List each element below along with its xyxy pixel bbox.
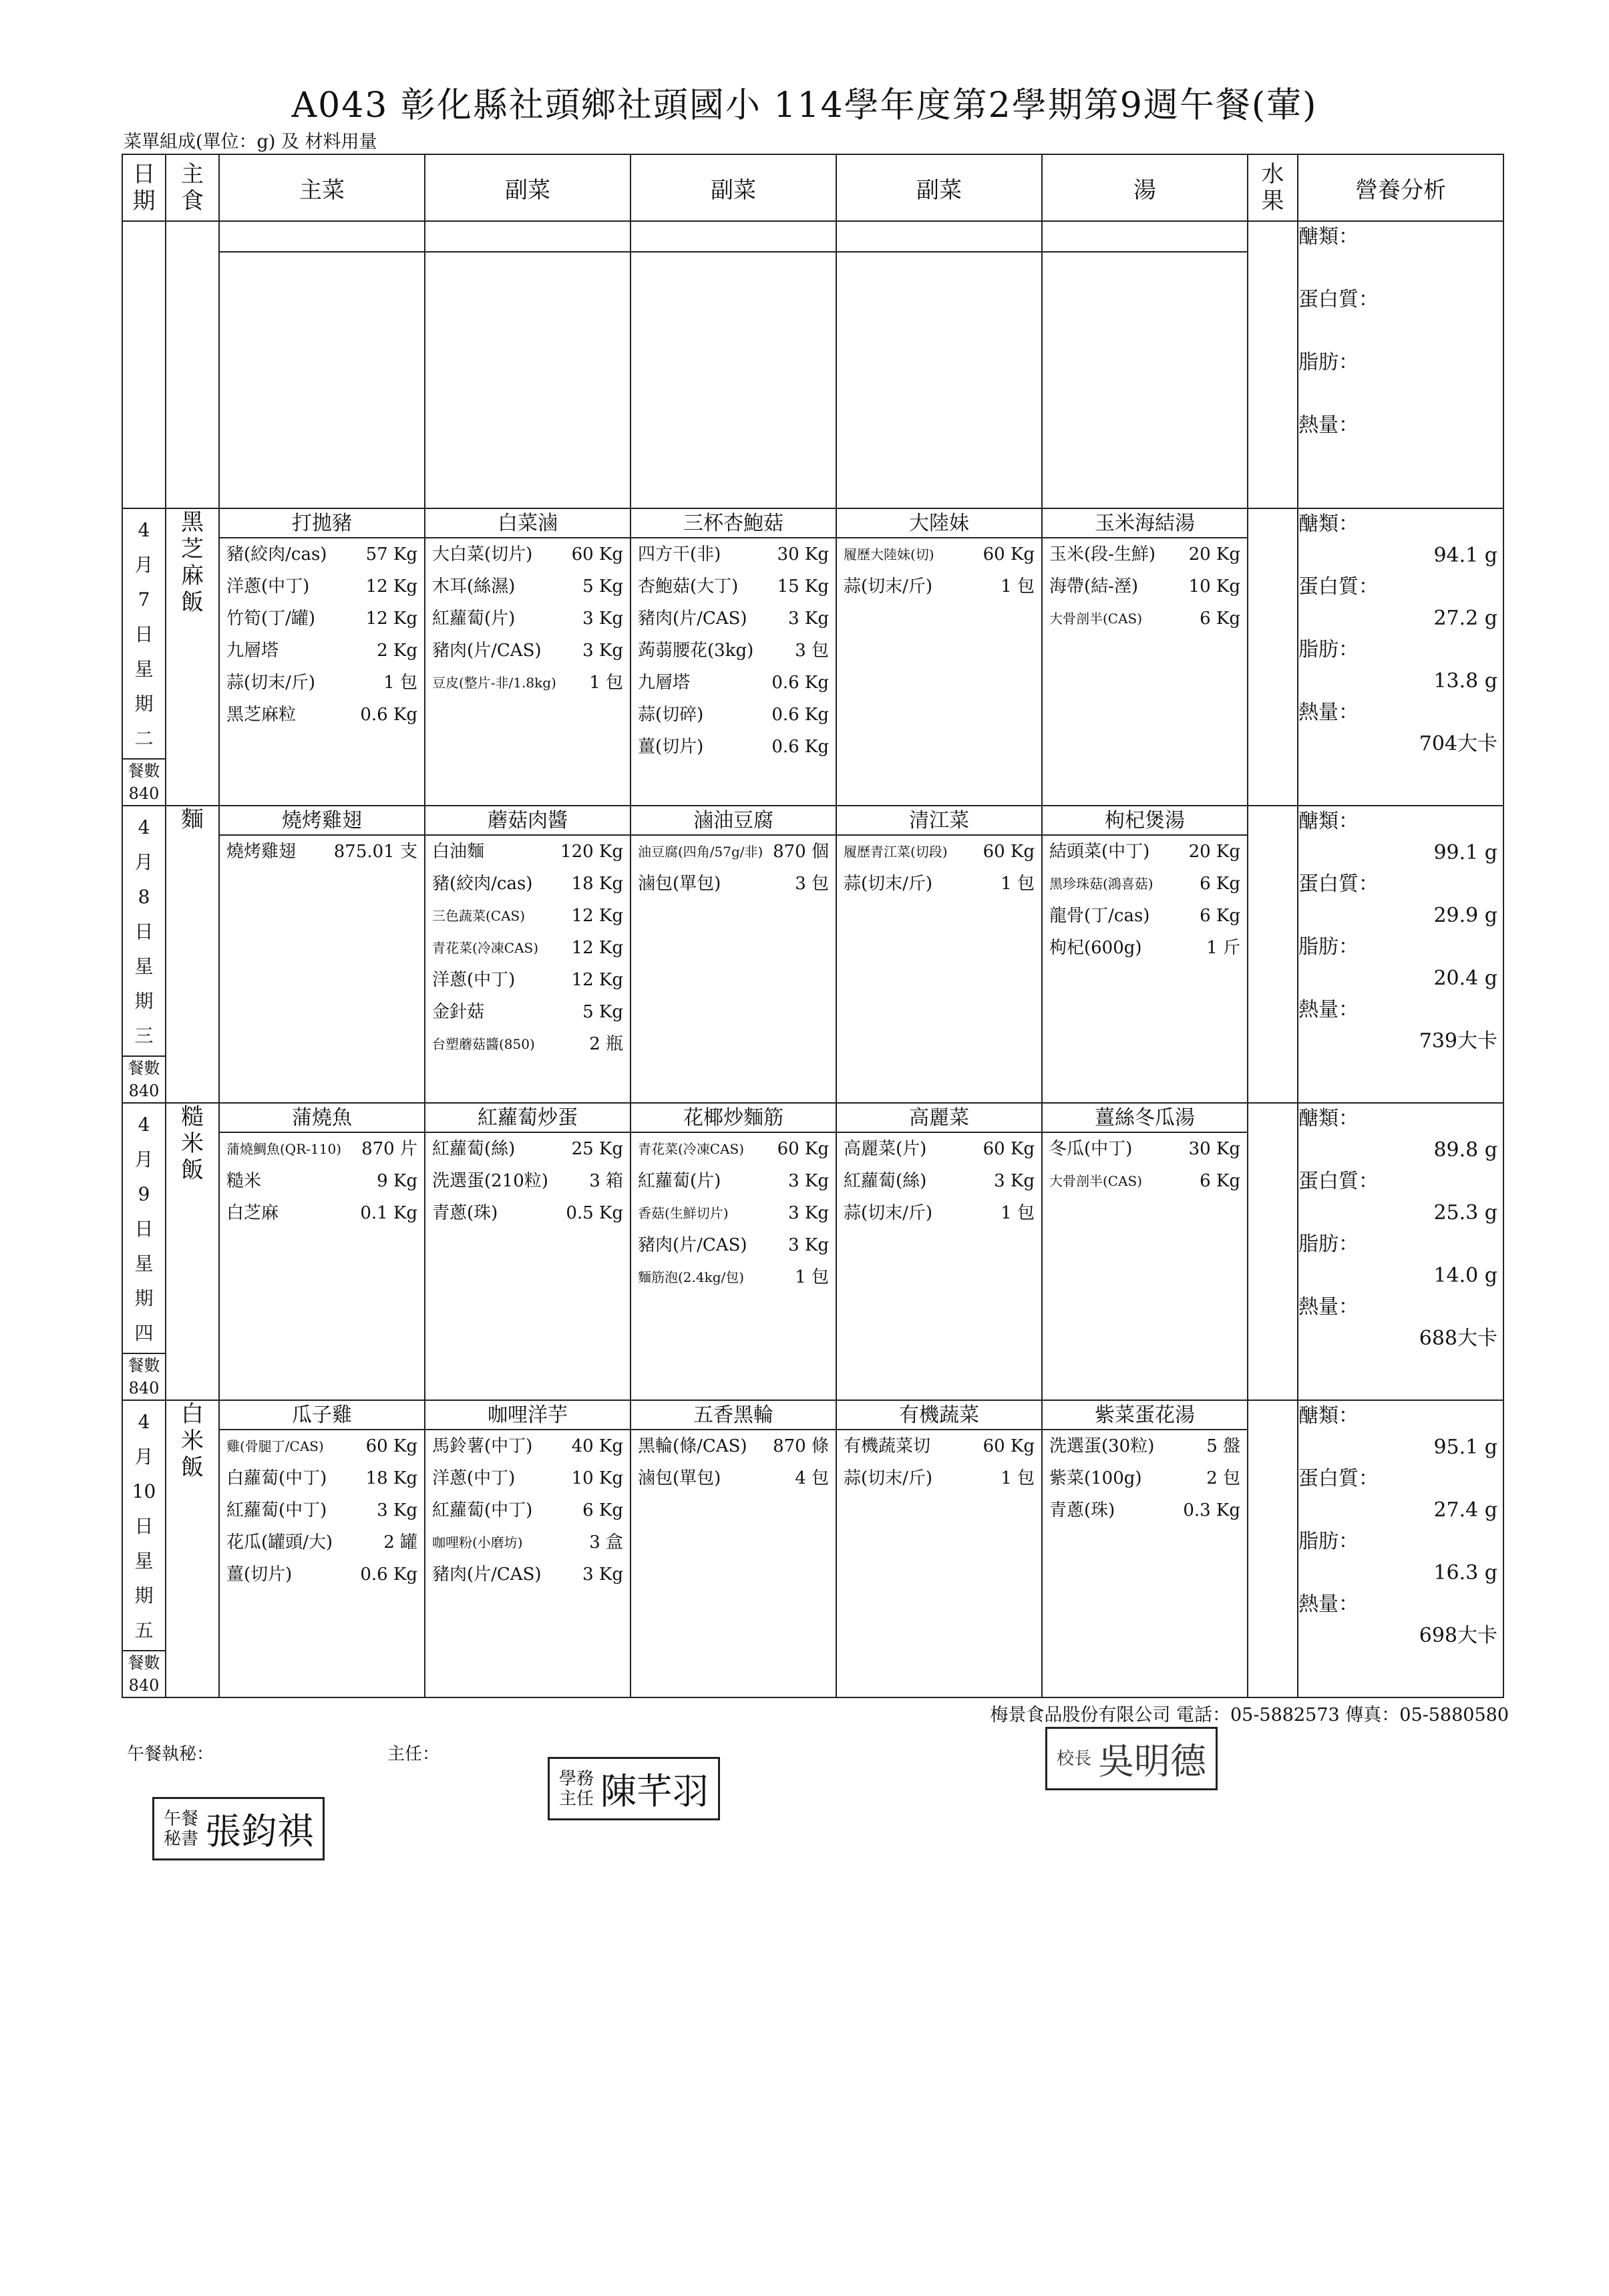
date-char: 4 [138,1114,150,1136]
lunch-secretary-label: 午餐執秘： [127,1744,214,1764]
fruit-cell [1248,806,1298,1103]
staple-cell: 黑 芝 麻 飯 [166,508,219,806]
header-fruit: 水 果 [1248,154,1298,221]
stamp-principal-name: 吳明德 [1098,1740,1207,1782]
blank-dish-cell [425,221,631,508]
ingredient: 龍骨(丁/cas) 6 Kg [1049,906,1240,926]
nutrition-label-carb: 醣類： [1298,1404,1359,1428]
ingredient: 履歷青江菜(切段) 60 Kg [844,842,1035,862]
date-char: 五 [134,1619,154,1641]
ingredient: 豬(絞肉/cas) 57 Kg [226,544,417,564]
ingredient: 紅蘿蔔(中丁) 6 Kg [432,1500,623,1520]
ingredient: 紅蘿蔔(片) 3 Kg [432,609,623,629]
nutrition-value-carb: 94.1 g [1433,544,1497,567]
ingredient: 青蔥(珠) 0.5 Kg [432,1203,623,1223]
nutrition-label-energy: 熱量： [1298,1295,1359,1319]
blank-day-row [122,221,1503,508]
ingredient: 洋蔥(中丁) 10 Kg [432,1468,623,1488]
date-char: 10 [132,1480,156,1502]
ingredient: 紫菜(100g) 2 包 [1049,1468,1240,1488]
header-row [122,154,1503,221]
blank-nutrition-cell: 醣類： 蛋白質： 脂肪： 熱量： [1298,221,1503,508]
ingredient: 雞(骨腿丁/CAS) 60 Kg [226,1436,417,1456]
ingredient: 香菇(生鮮切片) 3 Kg [638,1203,829,1223]
dish-cell [219,806,425,1103]
dish-cell [425,1400,631,1697]
ingredient: 洋蔥(中丁) 12 Kg [432,970,623,990]
dish-cell [1042,1400,1248,1697]
nutrition-label-energy: 熱量： [1298,998,1359,1021]
nutrition-value-protein: 27.2 g [1433,607,1497,630]
nutrition-label-energy: 熱量： [1298,1593,1359,1616]
ingredient: 大骨剖半(CAS) 6 Kg [1049,609,1240,629]
page-title: A043 彰化縣社頭鄉社頭國小 114學年度第2學期第9週午餐(葷) [291,86,1318,126]
ingredient: 豬肉(片/CAS) 3 Kg [432,1565,623,1585]
ingredient: 青花菜(冷凍CAS) 12 Kg [432,938,623,958]
nutrition-value-fat: 14.0 g [1433,1264,1497,1287]
nutrition-cell [1298,1103,1503,1400]
date-char: 月 [134,851,154,873]
dish-cell [425,508,631,806]
ingredient: 麵筋泡(2.4kg/包) 1 包 [638,1267,829,1287]
nutrition-label-protein: 蛋白質： [1298,872,1379,896]
date-char: 期 [134,1585,154,1607]
dish-cell [836,1400,1042,1697]
nutrition-label-fat: 脂肪： [1298,1233,1359,1256]
dish-name: 燒烤雞翅 [220,806,424,836]
ingredient: 蒟蒻腰花(3kg) 3 包 [638,641,829,661]
director-label: 主任： [387,1744,440,1764]
blank-date-cell [122,221,166,508]
dish-name: 五香黑輪 [631,1401,836,1430]
ingredient: 高麗菜(片) 60 Kg [844,1139,1035,1159]
dish-name: 滷油豆腐 [631,806,836,836]
ingredient: 白芝麻 0.1 Kg [226,1203,417,1223]
nutrition-value-fat: 13.8 g [1433,669,1497,693]
ingredient: 三色蔬菜(CAS) 12 Kg [432,906,623,926]
ingredient: 黑輪(條/CAS) 870 條 [638,1436,829,1456]
header-nutrition: 營養分析 [1298,154,1503,221]
meal-count: 餐數 840 [123,1650,165,1697]
nutrition-value-fat: 16.3 g [1433,1561,1497,1585]
ingredient: 豬肉(片/CAS) 3 Kg [638,1235,829,1255]
nutrition-cell [1298,508,1503,806]
ingredient: 青花菜(冷凍CAS) 60 Kg [638,1139,829,1159]
ingredient: 紅蘿蔔(絲) 3 Kg [844,1171,1035,1191]
date-char: 星 [134,1550,154,1572]
ingredient: 豬肉(片/CAS) 3 Kg [638,609,829,629]
date-char: 星 [134,658,154,680]
date-char: 月 [134,1148,154,1170]
ingredient: 糙米 9 Kg [226,1171,417,1191]
dish-name: 三杯杏鮑菇 [631,509,836,538]
nutrition-value-carb: 89.8 g [1433,1138,1497,1162]
dish-cell [836,1103,1042,1400]
dish-cell [219,1400,425,1697]
ingredient: 青蔥(珠) 0.3 Kg [1049,1500,1240,1520]
blank-dish-cell [219,221,425,508]
nutrition-value-energy: 688大卡 [1419,1327,1497,1350]
nutrition-value-energy: 704大卡 [1419,732,1497,756]
nutrition-label-carb: 醣類： [1298,512,1359,536]
nutrition-value-carb: 99.1 g [1433,841,1497,864]
meal-count: 餐數 840 [123,758,165,805]
ingredient: 洗選蛋(30粒) 5 盤 [1049,1436,1240,1456]
ingredient: 燒烤雞翅 875.01 支 [226,842,417,862]
ingredient: 冬瓜(中丁) 30 Kg [1049,1139,1240,1159]
ingredient: 紅蘿蔔(中丁) 3 Kg [226,1500,417,1520]
ingredient: 咖哩粉(小磨坊) 3 盒 [432,1532,623,1552]
fruit-cell [1248,508,1298,806]
dish-cell [1042,806,1248,1103]
subtitle: 菜單組成(單位：g) 及 材料用量 [124,132,377,152]
dish-cell [631,1400,836,1697]
ingredient: 大骨剖半(CAS) 6 Kg [1049,1171,1240,1191]
dish-cell [219,508,425,806]
dish-name: 有機蔬菜 [837,1401,1041,1430]
dish-name: 高麗菜 [837,1104,1041,1133]
stamp-lunch-secretary: 午餐 秘書 張鈞祺 [152,1797,325,1860]
date-cell [122,1103,166,1400]
day-rows [122,508,1503,1697]
fruit-cell [1248,1400,1298,1697]
ingredient: 豬(絞肉/cas) 18 Kg [432,874,623,894]
dish-name: 打拋豬 [220,509,424,538]
dish-name: 花椰炒麵筋 [631,1104,836,1133]
date-char: 日 [134,1515,154,1537]
ingredient: 結頭菜(中丁) 20 Kg [1049,842,1240,862]
dish-cell [836,806,1042,1103]
dish-name: 白菜滷 [425,509,630,538]
date-char: 期 [134,990,154,1012]
nutrition-value-carb: 95.1 g [1433,1436,1497,1459]
ingredient: 履歷大陸妹(切) 60 Kg [844,544,1035,564]
dish-cell [425,806,631,1103]
date-char: 日 [134,1218,154,1240]
nutrition-cell [1298,1400,1503,1697]
date-char: 日 [134,921,154,943]
ingredient: 有機蔬菜切 60 Kg [844,1436,1035,1456]
company-info: 梅景食品股份有限公司 電話：05-5882573 傳真：05-5880580 [990,1705,1509,1726]
stamp-director: 學務 主任 陳芊羽 [548,1757,720,1820]
ingredient: 油豆腐(四角/57g/非) 870 個 [638,842,829,862]
staple-cell: 白 米 飯 [166,1400,219,1697]
ingredient: 滷包(單包) 4 包 [638,1468,829,1488]
date-cell [122,508,166,806]
stamp-director-name: 陳芊羽 [600,1770,709,1812]
stamp-principal: 校長 吳明德 [1045,1727,1218,1790]
ingredient: 滷包(單包) 3 包 [638,874,829,894]
nutrition-label-carb: 醣類： [1298,1107,1359,1130]
staple-cell: 麵 [166,806,219,1103]
nutrition-value-energy: 698大卡 [1419,1624,1497,1647]
date-char: 日 [134,623,154,645]
dish-cell [425,1103,631,1400]
date-char: 月 [134,1446,154,1468]
dish-name: 枸杞煲湯 [1043,806,1247,836]
date-char: 星 [134,1253,154,1275]
nutrition-value-protein: 29.9 g [1433,904,1497,927]
dish-name: 咖哩洋芋 [425,1401,630,1430]
menu-table [122,154,1504,1698]
meal-count: 餐數 840 [123,1353,165,1400]
nutrition-value-energy: 739大卡 [1419,1029,1497,1053]
ingredient: 花瓜(罐頭/大) 2 罐 [226,1532,417,1552]
ingredient: 四方干(非) 30 Kg [638,544,829,564]
nutrition-label-carb: 醣類： [1298,810,1359,833]
date-char: 三 [134,1025,154,1047]
dish-name: 蒲燒魚 [220,1104,424,1133]
nutrition-cell [1298,806,1503,1103]
nutrition-label-protein: 蛋白質： [1298,1170,1379,1193]
date-char: 月 [134,554,154,576]
date-char: 二 [134,727,154,750]
date-cell [122,806,166,1103]
ingredient: 蒜(切末/斤) 1 包 [844,874,1035,894]
date-char: 期 [134,693,154,715]
ingredient: 黑芝麻粒 0.6 Kg [226,705,417,725]
dish-name: 大陸妹 [837,509,1041,538]
ingredient: 蒜(切末/斤) 1 包 [844,577,1035,597]
dish-name: 清江菜 [837,806,1041,836]
dish-cell [836,508,1042,806]
ingredient: 蒜(切末/斤) 1 包 [226,673,417,693]
nutrition-label-protein: 蛋白質： [1298,575,1379,599]
ingredient: 薑(切片) 0.6 Kg [226,1565,417,1585]
header-side1: 副菜 [425,154,631,221]
ingredient: 竹筍(丁/罐) 12 Kg [226,609,417,629]
dish-cell [219,1103,425,1400]
ingredient: 豆皮(整片-非/1.8kg) 1 包 [432,673,623,693]
nutrition-value-protein: 25.3 g [1433,1201,1497,1224]
ingredient: 蒜(切碎) 0.6 Kg [638,705,829,725]
ingredient: 蒲燒鯛魚(QR-110) 870 片 [226,1139,417,1159]
nutrition-label-fat: 脂肪： [1298,935,1359,959]
ingredient: 馬鈴薯(中丁) 40 Kg [432,1436,623,1456]
date-char: 四 [134,1322,154,1344]
dish-name: 瓜子雞 [220,1401,424,1430]
header-staple: 主 食 [166,154,219,221]
ingredient: 洗選蛋(210粒) 3 箱 [432,1171,623,1191]
dish-cell [1042,1103,1248,1400]
date-char: 期 [134,1287,154,1309]
blank-dish-cell [836,221,1042,508]
ingredient: 金針菇 5 Kg [432,1002,623,1022]
day-row [122,1103,1503,1400]
header-soup: 湯 [1042,154,1248,221]
nutrition-label-fat: 脂肪： [1298,1530,1359,1553]
day-row [122,1400,1503,1697]
stamp-secretary-name: 張鈞祺 [205,1810,314,1852]
header-side3: 副菜 [836,154,1042,221]
dish-cell [631,806,836,1103]
meal-count: 餐數 840 [123,1055,165,1102]
day-row [122,806,1503,1103]
ingredient: 海帶(結-溼) 10 Kg [1049,577,1240,597]
ingredient: 黑珍珠菇(鴻喜菇) 6 Kg [1049,874,1240,894]
dish-name: 紅蘿蔔炒蛋 [425,1104,630,1133]
dish-name: 玉米海結湯 [1043,509,1247,538]
ingredient: 洋蔥(中丁) 12 Kg [226,577,417,597]
dish-cell [631,508,836,806]
date-char: 星 [134,955,154,977]
header-main: 主菜 [219,154,425,221]
dish-cell [1042,508,1248,806]
date-char: 7 [138,589,150,611]
header-date: 日 期 [122,154,166,221]
date-char: 8 [138,886,150,908]
blank-fruit-cell [1248,221,1298,508]
ingredient: 白蘿蔔(中丁) 18 Kg [226,1468,417,1488]
nutrition-value-protein: 27.4 g [1433,1498,1497,1522]
ingredient: 杏鮑菇(大丁) 15 Kg [638,577,829,597]
fruit-cell [1248,1103,1298,1400]
date-char: 4 [138,1411,150,1433]
ingredient: 台塑蘑菇醬(850) 2 瓶 [432,1034,623,1054]
ingredient: 蒜(切末/斤) 1 包 [844,1468,1035,1488]
ingredient: 紅蘿蔔(絲) 25 Kg [432,1139,623,1159]
ingredient: 紅蘿蔔(片) 3 Kg [638,1171,829,1191]
date-char: 4 [138,816,150,838]
blank-staple-cell [166,221,219,508]
blank-dish-cell [1042,221,1248,508]
date-cell [122,1400,166,1697]
nutrition-label-energy: 熱量： [1298,701,1359,724]
ingredient: 九層塔 2 Kg [226,641,417,661]
ingredient: 蒜(切末/斤) 1 包 [844,1203,1035,1223]
ingredient: 白油麵 120 Kg [432,842,623,862]
ingredient: 豬肉(片/CAS) 3 Kg [432,641,623,661]
nutrition-label-fat: 脂肪： [1298,638,1359,661]
nutrition-value-fat: 20.4 g [1433,967,1497,990]
dish-name: 薑絲冬瓜湯 [1043,1104,1247,1133]
nutrition-label-protein: 蛋白質： [1298,1467,1379,1490]
dish-name: 蘑菇肉醬 [425,806,630,836]
ingredient: 木耳(絲濕) 5 Kg [432,577,623,597]
blank-dish-cell [631,221,836,508]
ingredient: 九層塔 0.6 Kg [638,673,829,693]
ingredient: 薑(切片) 0.6 Kg [638,737,829,757]
day-row [122,508,1503,806]
dish-cell [631,1103,836,1400]
date-char: 9 [138,1183,150,1205]
ingredient: 玉米(段-生鮮) 20 Kg [1049,544,1240,564]
header-side2: 副菜 [631,154,836,221]
ingredient: 大白菜(切片) 60 Kg [432,544,623,564]
dish-name: 紫菜蛋花湯 [1043,1401,1247,1430]
date-char: 4 [138,519,150,541]
staple-cell: 糙 米 飯 [166,1103,219,1400]
ingredient: 枸杞(600g) 1 斤 [1049,938,1240,958]
